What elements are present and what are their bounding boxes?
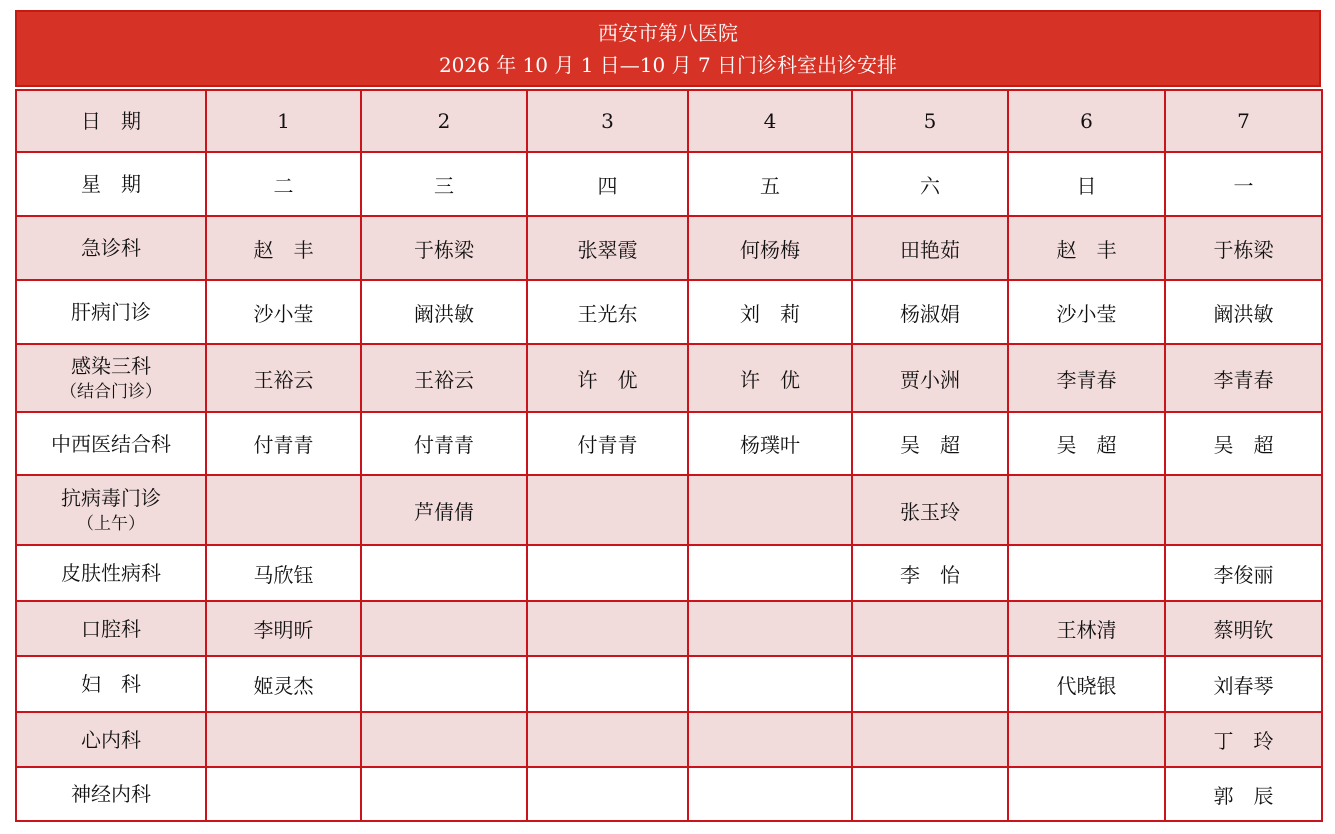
- doctor-cell: [688, 656, 852, 712]
- row-label: 妇 科: [81, 672, 141, 696]
- doctor-cell: 蔡明钦: [1165, 601, 1322, 656]
- weekday-cell: 五: [688, 152, 852, 216]
- table-row: [16, 712, 1322, 767]
- doctor-cell: 张玉玲: [852, 475, 1008, 545]
- doctor-cell: [361, 545, 527, 601]
- doctor-cell: [688, 767, 852, 821]
- weekday-cell: 二: [206, 152, 361, 216]
- doctor-cell: [527, 475, 688, 545]
- doctor-cell: 吴 超: [1008, 412, 1165, 475]
- row-label: 神经内科: [71, 782, 151, 806]
- doctor-cell: [206, 767, 361, 821]
- row-label: 日 期: [81, 109, 141, 133]
- doctor-cell: 刘 莉: [688, 280, 852, 344]
- row-label-cell: [16, 545, 206, 601]
- doctor-cell: [361, 601, 527, 656]
- table-row: [16, 216, 1322, 280]
- doctor-cell: 李青春: [1165, 344, 1322, 412]
- doctor-cell: 何杨梅: [688, 216, 852, 280]
- table-row: [16, 656, 1322, 712]
- doctor-cell: [527, 712, 688, 767]
- doctor-cell: 阚洪敏: [1165, 280, 1322, 344]
- doctor-cell: [361, 767, 527, 821]
- doctor-cell: [688, 545, 852, 601]
- doctor-cell: 代晓银: [1008, 656, 1165, 712]
- doctor-cell: 丁 玲: [1165, 712, 1322, 767]
- doctor-cell: 吴 超: [852, 412, 1008, 475]
- doctor-cell: [852, 712, 1008, 767]
- row-label-cell: [16, 475, 206, 545]
- doctor-cell: 刘春琴: [1165, 656, 1322, 712]
- row-label-cell: [16, 90, 206, 152]
- table-row: [16, 475, 1322, 545]
- doctor-cell: [206, 475, 361, 545]
- row-label-cell: [16, 344, 206, 412]
- doctor-cell: [1008, 475, 1165, 545]
- doctor-cell: [688, 712, 852, 767]
- schedule-table: [15, 89, 1323, 822]
- doctor-cell: [527, 601, 688, 656]
- row-label-cell: [16, 767, 206, 821]
- row-label: 抗病毒门诊: [61, 486, 161, 510]
- table-row: [16, 344, 1322, 412]
- doctor-cell: 田艳茹: [852, 216, 1008, 280]
- doctor-cell: 沙小莹: [1008, 280, 1165, 344]
- doctor-cell: 李青春: [1008, 344, 1165, 412]
- doctor-cell: 付青青: [206, 412, 361, 475]
- doctor-cell: [1008, 545, 1165, 601]
- row-label-cell: [16, 656, 206, 712]
- row-label-cell: [16, 216, 206, 280]
- doctor-cell: 姬灵杰: [206, 656, 361, 712]
- doctor-cell: 芦倩倩: [361, 475, 527, 545]
- date-cell: 3: [527, 90, 688, 152]
- weekday-cell: 四: [527, 152, 688, 216]
- weekday-cell: 六: [852, 152, 1008, 216]
- doctor-cell: [206, 712, 361, 767]
- weekday-cell: 日: [1008, 152, 1165, 216]
- row-label-note: （上午）: [77, 514, 145, 534]
- date-cell: 5: [852, 90, 1008, 152]
- row-label: 口腔科: [81, 616, 141, 641]
- table-row: [16, 152, 1322, 216]
- date-cell: 6: [1008, 90, 1165, 152]
- row-label: 急诊科: [81, 236, 141, 260]
- schedule-document: [15, 10, 1321, 822]
- row-label-cell: [16, 412, 206, 475]
- doctor-cell: 王裕云: [206, 344, 361, 412]
- hospital-title: 西安市第八医院: [598, 20, 738, 45]
- row-label: 感染三科: [71, 354, 151, 378]
- doctor-cell: 阚洪敏: [361, 280, 527, 344]
- doctor-cell: 付青青: [361, 412, 527, 475]
- doctor-cell: 王林清: [1008, 601, 1165, 656]
- weekday-cell: 一: [1165, 152, 1322, 216]
- row-label: 肝病门诊: [71, 300, 151, 324]
- doctor-cell: [527, 656, 688, 712]
- doctor-cell: 吴 超: [1165, 412, 1322, 475]
- doctor-cell: 赵 丰: [1008, 216, 1165, 280]
- row-label: 心内科: [81, 727, 141, 752]
- row-label-note: （结合门诊）: [60, 382, 162, 402]
- row-label-cell: [16, 601, 206, 656]
- doctor-cell: 于栋梁: [361, 216, 527, 280]
- doctor-cell: [361, 712, 527, 767]
- doctor-cell: [688, 475, 852, 545]
- doctor-cell: [852, 601, 1008, 656]
- doctor-cell: 李俊丽: [1165, 545, 1322, 601]
- doctor-cell: 王裕云: [361, 344, 527, 412]
- doctor-cell: [852, 767, 1008, 821]
- doctor-cell: [852, 656, 1008, 712]
- doctor-cell: 付青青: [527, 412, 688, 475]
- schedule-subtitle: 2026 年 10 月 1 日—10 月 7 日门诊科室出诊安排: [438, 52, 898, 77]
- weekday-cell: 三: [361, 152, 527, 216]
- doctor-cell: 李 怡: [852, 545, 1008, 601]
- doctor-cell: 马欣钰: [206, 545, 361, 601]
- row-label-cell: [16, 280, 206, 344]
- date-cell: 7: [1165, 90, 1322, 152]
- row-label-cell: [16, 712, 206, 767]
- doctor-cell: 赵 丰: [206, 216, 361, 280]
- schedule-table-body: [16, 90, 1322, 821]
- doctor-cell: 郭 辰: [1165, 767, 1322, 821]
- doctor-cell: [1008, 712, 1165, 767]
- doctor-cell: [527, 545, 688, 601]
- title-banner: [15, 10, 1321, 87]
- doctor-cell: 许 优: [527, 344, 688, 412]
- doctor-cell: 贾小洲: [852, 344, 1008, 412]
- doctor-cell: 李明昕: [206, 601, 361, 656]
- row-label: 皮肤性病科: [61, 561, 161, 585]
- doctor-cell: [527, 767, 688, 821]
- table-row: [16, 412, 1322, 475]
- table-row: [16, 90, 1322, 152]
- date-cell: 2: [361, 90, 527, 152]
- doctor-cell: [1008, 767, 1165, 821]
- doctor-cell: 杨淑娟: [852, 280, 1008, 344]
- doctor-cell: [361, 656, 527, 712]
- doctor-cell: [688, 601, 852, 656]
- date-cell: 4: [688, 90, 852, 152]
- doctor-cell: [1165, 475, 1322, 545]
- doctor-cell: 沙小莹: [206, 280, 361, 344]
- doctor-cell: 于栋梁: [1165, 216, 1322, 280]
- doctor-cell: 张翠霞: [527, 216, 688, 280]
- table-row: [16, 280, 1322, 344]
- date-cell: 1: [206, 90, 361, 152]
- table-row: [16, 545, 1322, 601]
- row-label: 星 期: [81, 172, 141, 196]
- table-row: [16, 601, 1322, 656]
- doctor-cell: 杨璞叶: [688, 412, 852, 475]
- doctor-cell: 许 优: [688, 344, 852, 412]
- table-row: [16, 767, 1322, 821]
- row-label-cell: [16, 152, 206, 216]
- row-label: 中西医结合科: [51, 431, 171, 456]
- doctor-cell: 王光东: [527, 280, 688, 344]
